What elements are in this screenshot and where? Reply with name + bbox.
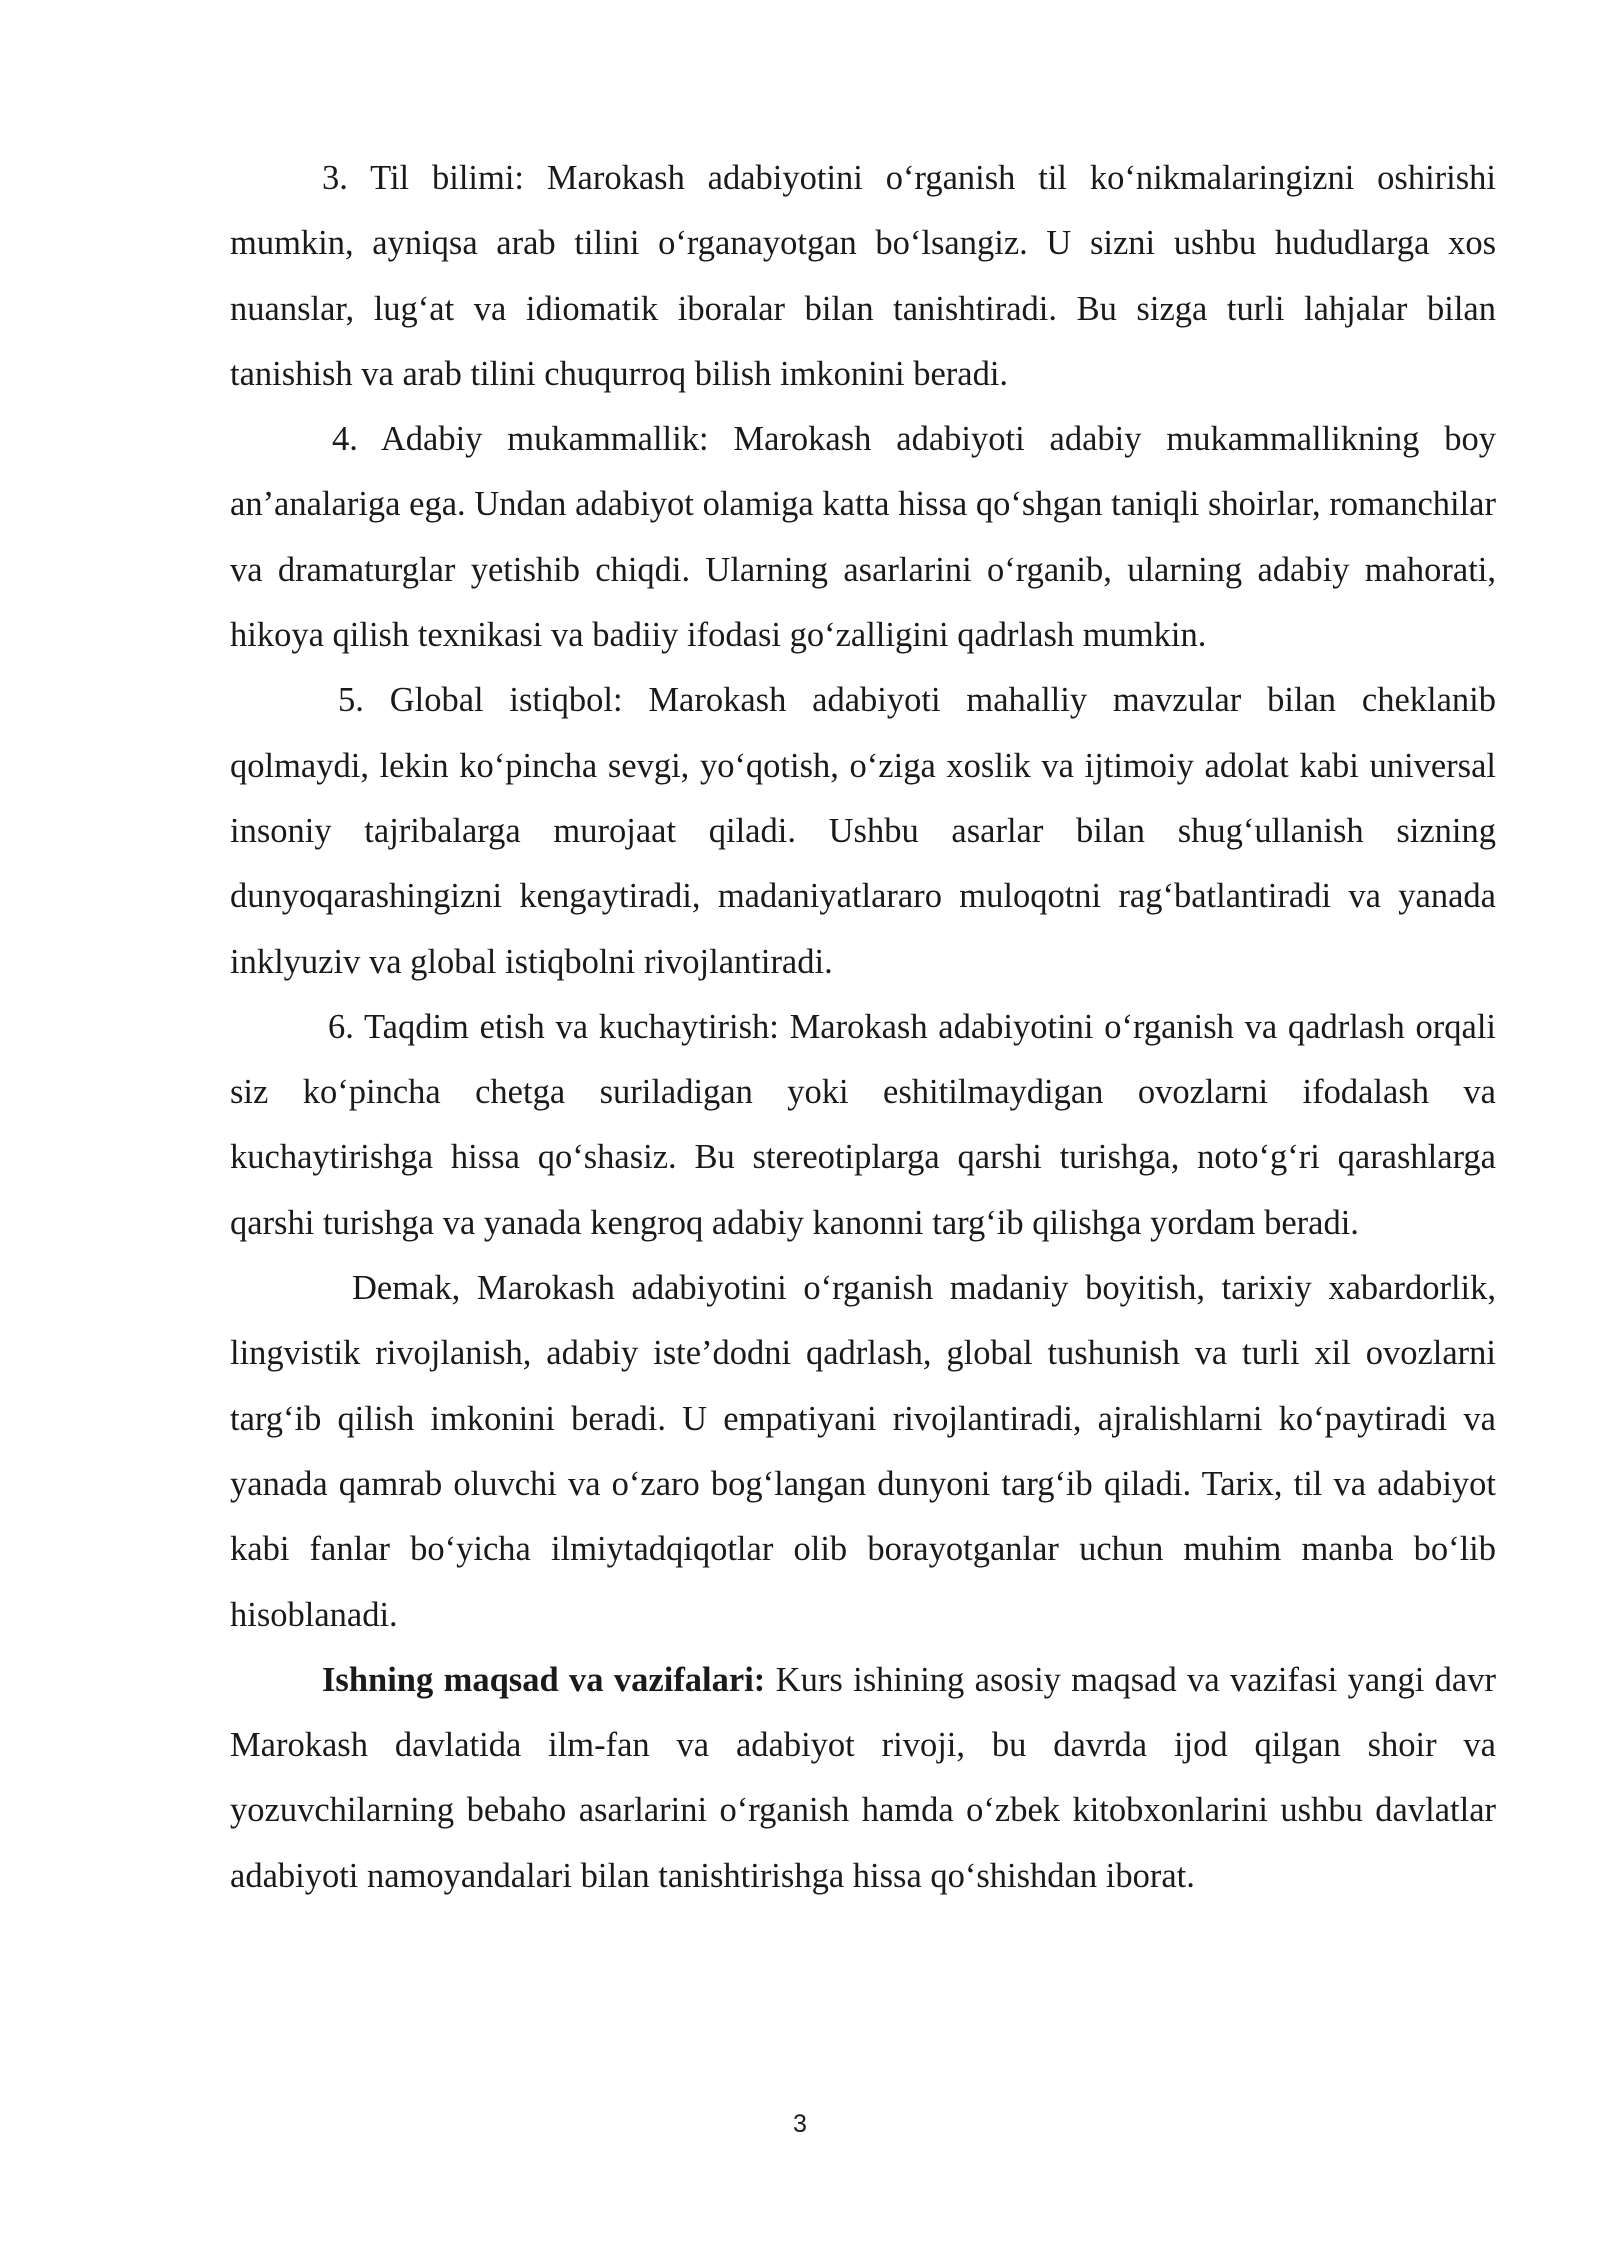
paragraph-taqdim-etish: 6. Taqdim etish va kuchaytirish: Marokash adabiyotini o‘rganish va qadrlash orqali siz ko‘pincha chetga suriladigan yoki eshitilmaydigan ovozlarni ifodalash va kuchaytirishga hissa qo‘shasiz. Bu stereotiplarga qarshi turishga, noto‘g‘ri qarashlarga qarshi turishga va yanada kengroq adabiy kanonni targ‘ib qilishga yordam beradi. — [230, 1007, 1496, 1242]
paragraph-demak: Demak, Marokash adabiyotini o‘rganish madaniy boyitish, tarixiy xabardorlik, lingvistik rivojlanish, adabiy iste’dodni qadrlash, global tushunish va turli xil ovozlarni targ‘ib qilish imkonini beradi. U empatiyani rivojlantiradi, ajralishlarni ko‘paytiradi va yanada qamrab oluvchi va o‘zaro bog‘langan dunyoni targ‘ib qiladi. Tarix, til va adabiyot kabi fanlar bo‘yicha ilmiytadqiqotlar olib borayotganlar uchun muhim manba bo‘lib hisoblanadi. — [230, 1269, 1496, 1634]
goals-heading: Ishning maqsad va vazifalari: — [322, 1660, 766, 1699]
page-body — [230, 146, 1496, 1909]
paragraph-til-bilimi: 3. Til bilimi: Marokash adabiyotini o‘rganish til ko‘nikmalaringizni oshirishi mumkin, ayniqsa arab tilini o‘rganayotgan bo‘lsangiz. U sizni ushbu hududlarga xos nuanslar, lug‘at va idiomatik iboralar bilan tanishtiradi. Bu sizga turli lahjalar bilan tanishish va arab tilini chuqurroq bilish imkonini beradi. — [230, 159, 1496, 393]
page-number: 3 — [793, 2110, 807, 2138]
paragraph-global-istiqbol: 5. Global istiqbol: Marokash adabiyoti mahalliy mavzular bilan cheklanib qolmaydi, lekin ko‘pincha sevgi, yo‘qotish, o‘ziga xoslik va ijtimoiy adolat kabi universal insoniy tajribalarga murojaat qiladi. Ushbu asarlar bilan shug‘ullanish sizning dunyoqarashingizni kengaytiradi, madaniyatlararo muloqotni rag‘batlantiradi va yanada inklyuziv va global istiqbolni rivojlantiradi. — [230, 681, 1496, 981]
paragraph-adabiy-mukammallik: 4. Adabiy mukammallik: Marokash adabiyoti adabiy mukammallikning boy an’analariga ega. Undan adabiyot olamiga katta hissa qo‘shgan taniqli shoirlar, romanchilar va dramaturglar yetishib chiqdi. Ularning asarlarini o‘rganib, ularning adabiy mahorati, hikoya qilish texnikasi va badiiy ifodasi go‘zalligini qadrlash mumkin. — [230, 420, 1496, 655]
goals-text: Kurs ishining asosiy maqsad va vazifasi yangi davr Marokash davlatida ilm-fan va adabiyot rivoji, bu davrda ijod qilgan shoir va yozuvchilarning bebaho asarlarini o‘rganish hamda o‘zbek kitobxonlarini ushbu davlatlar adabiyoti namoyandalari bilan tanishtirishga hissa qo‘shishdan iborat. — [230, 1660, 1496, 1895]
paragraph-goals — [230, 1648, 1496, 1909]
